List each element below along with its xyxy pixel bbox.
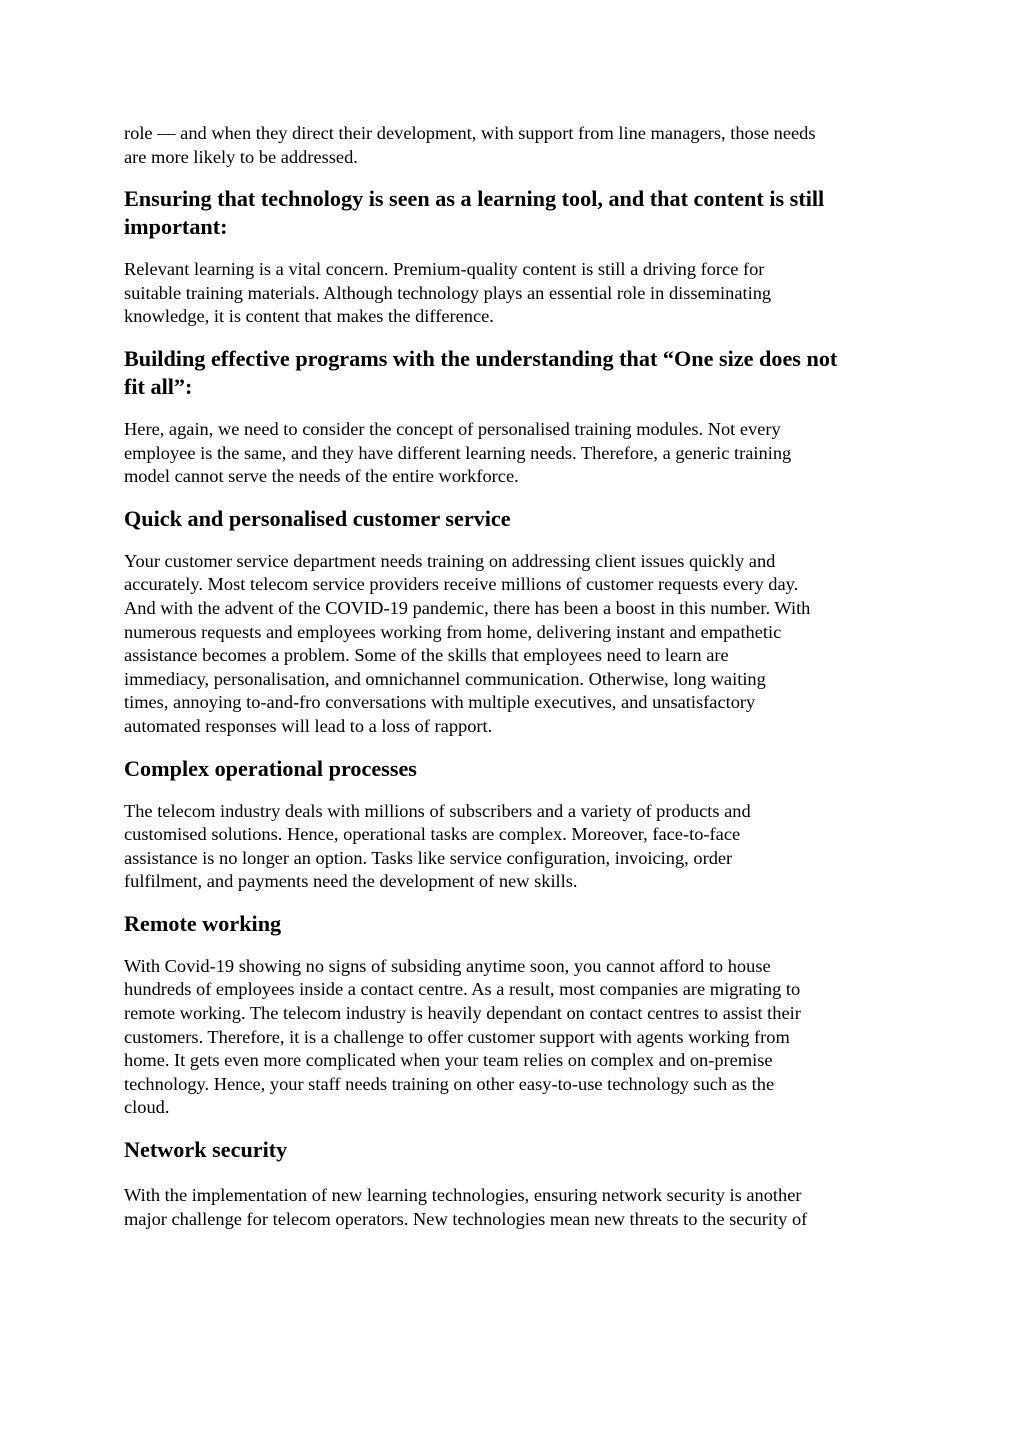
section-heading-network-security: Network security — [124, 1137, 288, 1163]
section-paragraph-remote-working: With Covid-19 showing no signs of subsiding anytime soon, you cannot afford to house hundreds of employees inside a contact centre. As a result, most companies are migrating to remote working. The telecom industry is heavily dependant on contact centres to assist their customers. Therefore, it is a challenge to offer customer support with agents working from home. It gets even more complicated when your team relies on complex and on-premise technology. Hence, your staff needs training on other easy-to-use technology such as the cloud. — [124, 955, 801, 1118]
section-heading-one-size: Building effective programs with the understanding that “One size does not fit all”: — [124, 345, 838, 399]
section-heading-operational-processes: Complex operational processes — [124, 755, 417, 781]
section-paragraph-one-size: Here, again, we need to consider the concept of personalised training modules. Not every employee is the same, and they have different learning needs. Therefore, a generic training model cannot serve the needs of the entire workforce. — [124, 418, 792, 487]
section-paragraph-customer-service: Your customer service department needs training on addressing client issues quickly and accurately. Most telecom service providers receive millions of customer requests every day. And with the advent of the COVID-19 pandemic, there has been a boost in this number. With numerous requests and employees working from home, delivering instant and empathetic assistance becomes a problem. Some of the skills that employees need to learn are immediacy, personalisation, and omnichannel communication. Otherwise, long waiting times, annoying to-and-fro conversations with multiple executives, and unsatisfactory automated responses will lead to a loss of rapport. — [124, 550, 811, 736]
section-paragraph-technology-learning-tool: Relevant learning is a vital concern. Premium-quality content is still a driving force for suitable training materials. Although technology plays an essential role in disseminating knowledge, it is content that makes the difference. — [124, 259, 772, 327]
document-page — [124, 122, 904, 1231]
section-paragraph-network-security: With the implementation of new learning technologies, ensuring network security is another major challenge for telecom operators. New technologies mean new threats to the security of — [124, 1185, 808, 1229]
section-heading-technology-learning-tool: Ensuring that technology is seen as a learning tool, and that content is still important: — [124, 186, 825, 240]
section-paragraph-operational-processes: The telecom industry deals with millions of subscribers and a variety of products and customised solutions. Hence, operational tasks are complex. Moreover, face-to-face assistance is no longer an option. Tasks like service configuration, invoicing, order fulfilment, and payments need the development of new skills. — [124, 800, 751, 892]
section-heading-remote-working: Remote working — [124, 910, 282, 936]
section-heading-customer-service: Quick and personalised customer service — [124, 505, 511, 531]
intro-paragraph-continued: role — and when they direct their development, with support from line managers, those needs are more likely to be addressed. — [124, 123, 816, 167]
